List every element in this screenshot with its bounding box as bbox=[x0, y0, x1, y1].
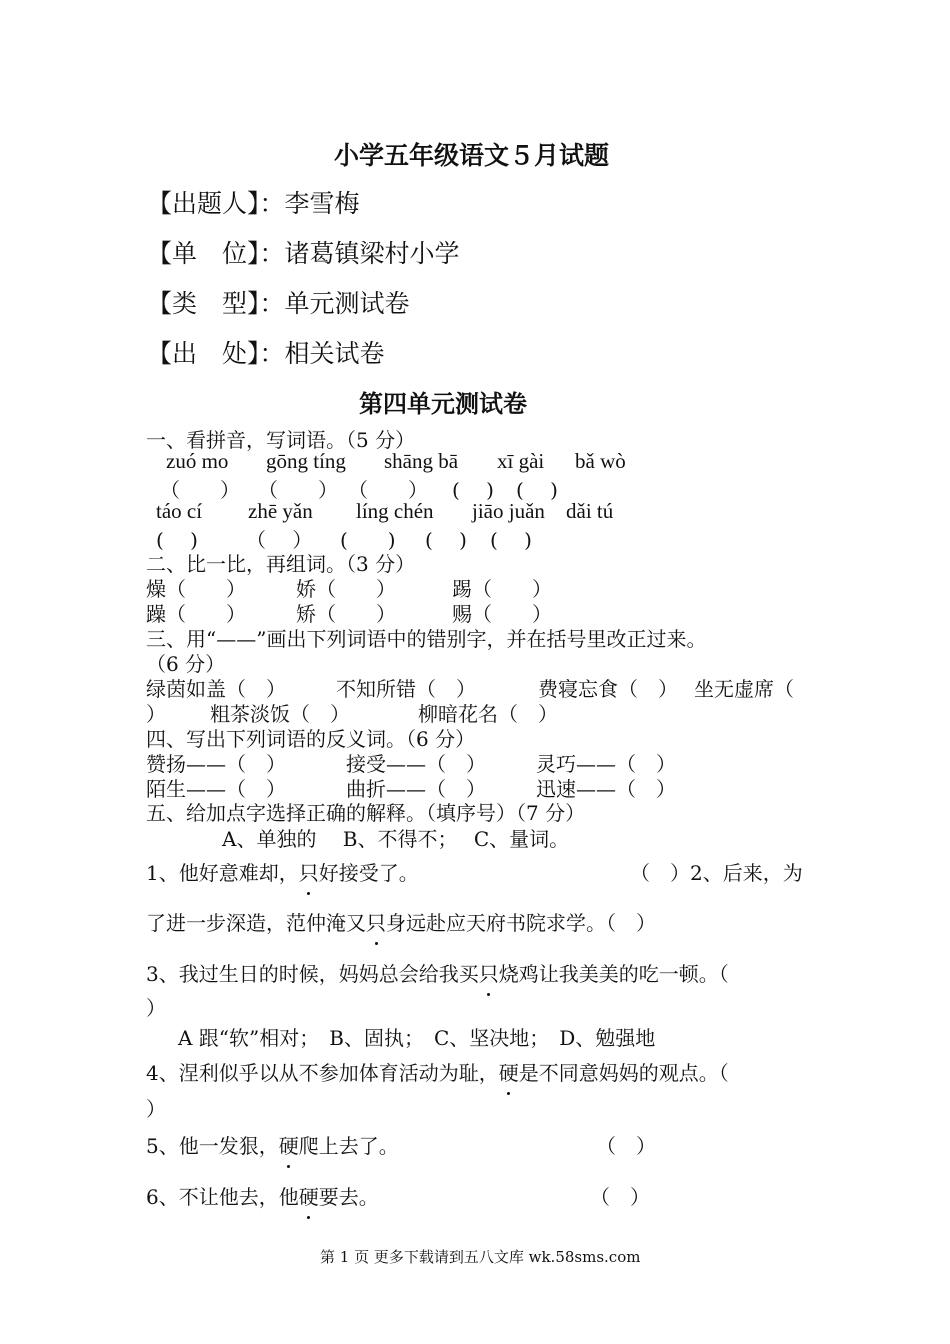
question-text: 6、不让他去，他 bbox=[146, 1185, 299, 1209]
question-6-tail: （ ） bbox=[590, 1185, 650, 1209]
question-text: 了进一步深造，范仲淹又 bbox=[146, 911, 366, 935]
word-pair: 踢（ ） bbox=[452, 577, 552, 601]
question-text: 身远赴应天府书院求学。（ ） bbox=[386, 911, 656, 935]
idiom-item: 绿茵如盖（ ） bbox=[146, 677, 286, 701]
meta-source bbox=[147, 334, 385, 370]
section-1-heading: 一、看拼音，写词语。（5 分） bbox=[146, 428, 416, 452]
question-text: 是不同意妈妈的观点。（ bbox=[518, 1061, 729, 1085]
word-pair: 娇（ ） bbox=[296, 577, 396, 601]
antonym-item: 陌生——（ ） bbox=[146, 777, 286, 801]
pinyin: táo cí bbox=[156, 499, 203, 523]
answer-blank[interactable]: （ ） bbox=[246, 528, 313, 552]
idiom-item: 不知所错（ ） bbox=[336, 677, 476, 701]
word-pair: 矫（ ） bbox=[296, 602, 396, 626]
antonym-item: 曲折——（ ） bbox=[346, 777, 486, 801]
question-text: 要去。 bbox=[318, 1185, 379, 1209]
antonym-item: 接受——（ ） bbox=[346, 752, 486, 776]
answer-blank[interactable]: ( ) bbox=[425, 528, 467, 552]
antonym-item: 灵巧——（ ） bbox=[536, 752, 676, 776]
question-text: 爬上去了。 bbox=[298, 1134, 399, 1158]
pinyin: zhē yǎn bbox=[248, 499, 313, 523]
question-5 bbox=[146, 1130, 399, 1159]
answer-blank[interactable]: ( ) bbox=[156, 528, 198, 552]
answer-blank[interactable]: ( ) bbox=[340, 528, 396, 552]
meta-value: 相关试卷 bbox=[284, 339, 385, 368]
question-text: 3、我过生日的时候，妈妈总会给我买 bbox=[146, 962, 479, 986]
pinyin: xī gài bbox=[497, 449, 545, 473]
pinyin: shāng bā bbox=[384, 449, 459, 473]
dotted-char: 硬 bbox=[499, 1057, 519, 1086]
meta-unit bbox=[147, 234, 460, 270]
meta-value: 诸葛镇梁村小学 bbox=[284, 239, 460, 268]
dotted-char: 只 bbox=[299, 857, 319, 886]
section-4-heading: 四、写出下列词语的反义词。（6 分） bbox=[146, 727, 476, 751]
question-text: 4、涅利似乎以从不参加体育活动为耻， bbox=[146, 1061, 499, 1085]
page-title: 小学五年级语文５月试题 bbox=[334, 141, 610, 170]
unit-title: 第四单元测试卷 bbox=[359, 389, 527, 418]
pinyin: zuó mo bbox=[166, 449, 229, 473]
question-1 bbox=[146, 857, 419, 886]
section-5-heading: 五、给加点字选择正确的解释。（填序号）（7 分） bbox=[146, 801, 586, 825]
meta-label: 【出题人】： bbox=[147, 189, 285, 218]
pinyin: dǎi tú bbox=[566, 499, 614, 523]
question-text: 烧鸡让我美美的吃一顿。（ bbox=[498, 962, 729, 986]
question-1-tail: （ ）2、后来，为 bbox=[630, 861, 803, 885]
word-pair: 躁（ ） bbox=[146, 602, 246, 626]
meta-value: 李雪梅 bbox=[284, 189, 360, 218]
dotted-char: 硬 bbox=[279, 1130, 299, 1159]
question-6 bbox=[146, 1181, 379, 1210]
meta-label: 【出 处】： bbox=[147, 339, 285, 368]
answer-blank[interactable]: ( ) bbox=[452, 478, 494, 502]
options-line: A、单独的 B、不得不； C、量词。 bbox=[222, 827, 570, 851]
question-2 bbox=[146, 907, 656, 936]
question-text: 1、他好意难却， bbox=[146, 861, 299, 885]
section-3-heading-cont: （6 分） bbox=[146, 652, 226, 676]
word-pair: 赐（ ） bbox=[452, 602, 552, 626]
question-3 bbox=[146, 958, 729, 987]
antonym-item: 赞扬——（ ） bbox=[146, 752, 286, 776]
answer-blank[interactable]: ( ) bbox=[516, 478, 558, 502]
word-pair: 燥（ ） bbox=[146, 577, 246, 601]
options-line: A 跟“软”相对； B、固执； C、坚决地； D、勉强地 bbox=[178, 1026, 656, 1050]
pinyin: gōng tíng bbox=[266, 449, 346, 473]
question-5-tail: （ ） bbox=[596, 1134, 656, 1158]
page-footer: 第 1 页 更多下载请到五八文库 wk.58sms.com bbox=[320, 1248, 641, 1266]
pinyin: jiāo juǎn bbox=[472, 499, 545, 523]
section-2-heading: 二、比一比，再组词。（3 分） bbox=[146, 552, 416, 576]
idiom-item: ） bbox=[146, 702, 166, 726]
question-3-wrap: ） bbox=[146, 996, 166, 1020]
meta-author bbox=[147, 184, 360, 220]
idiom-item: 坐无虚席（ bbox=[694, 677, 794, 701]
question-text: 好接受了。 bbox=[318, 861, 419, 885]
answer-blank[interactable]: （ ） bbox=[348, 478, 428, 502]
answer-blank[interactable]: （ ） bbox=[160, 478, 240, 502]
meta-label: 【单 位】： bbox=[147, 239, 285, 268]
dotted-char: 只 bbox=[479, 958, 499, 987]
answer-blank[interactable]: ( ) bbox=[490, 528, 532, 552]
pinyin: líng chén bbox=[356, 499, 434, 523]
idiom-item: 粗茶淡饭（ ） bbox=[210, 702, 350, 726]
question-4 bbox=[146, 1057, 729, 1086]
meta-type bbox=[147, 284, 410, 320]
antonym-item: 迅速——（ ） bbox=[536, 777, 676, 801]
pinyin: bǎ wò bbox=[575, 449, 626, 473]
dotted-char: 硬 bbox=[299, 1181, 319, 1210]
meta-label: 【类 型】： bbox=[147, 289, 285, 318]
idiom-item: 费寝忘食（ ） bbox=[538, 677, 678, 701]
meta-value: 单元测试卷 bbox=[284, 289, 410, 318]
idiom-item: 柳暗花名（ ） bbox=[418, 702, 558, 726]
question-4-wrap: ） bbox=[146, 1097, 166, 1121]
section-3-heading: 三、用“——”画出下列词语中的错别字，并在括号里改正过来。 bbox=[146, 627, 707, 651]
answer-blank[interactable]: （ ） bbox=[258, 478, 338, 502]
question-text: 5、他一发狠， bbox=[146, 1134, 279, 1158]
dotted-char: 只 bbox=[366, 907, 386, 936]
